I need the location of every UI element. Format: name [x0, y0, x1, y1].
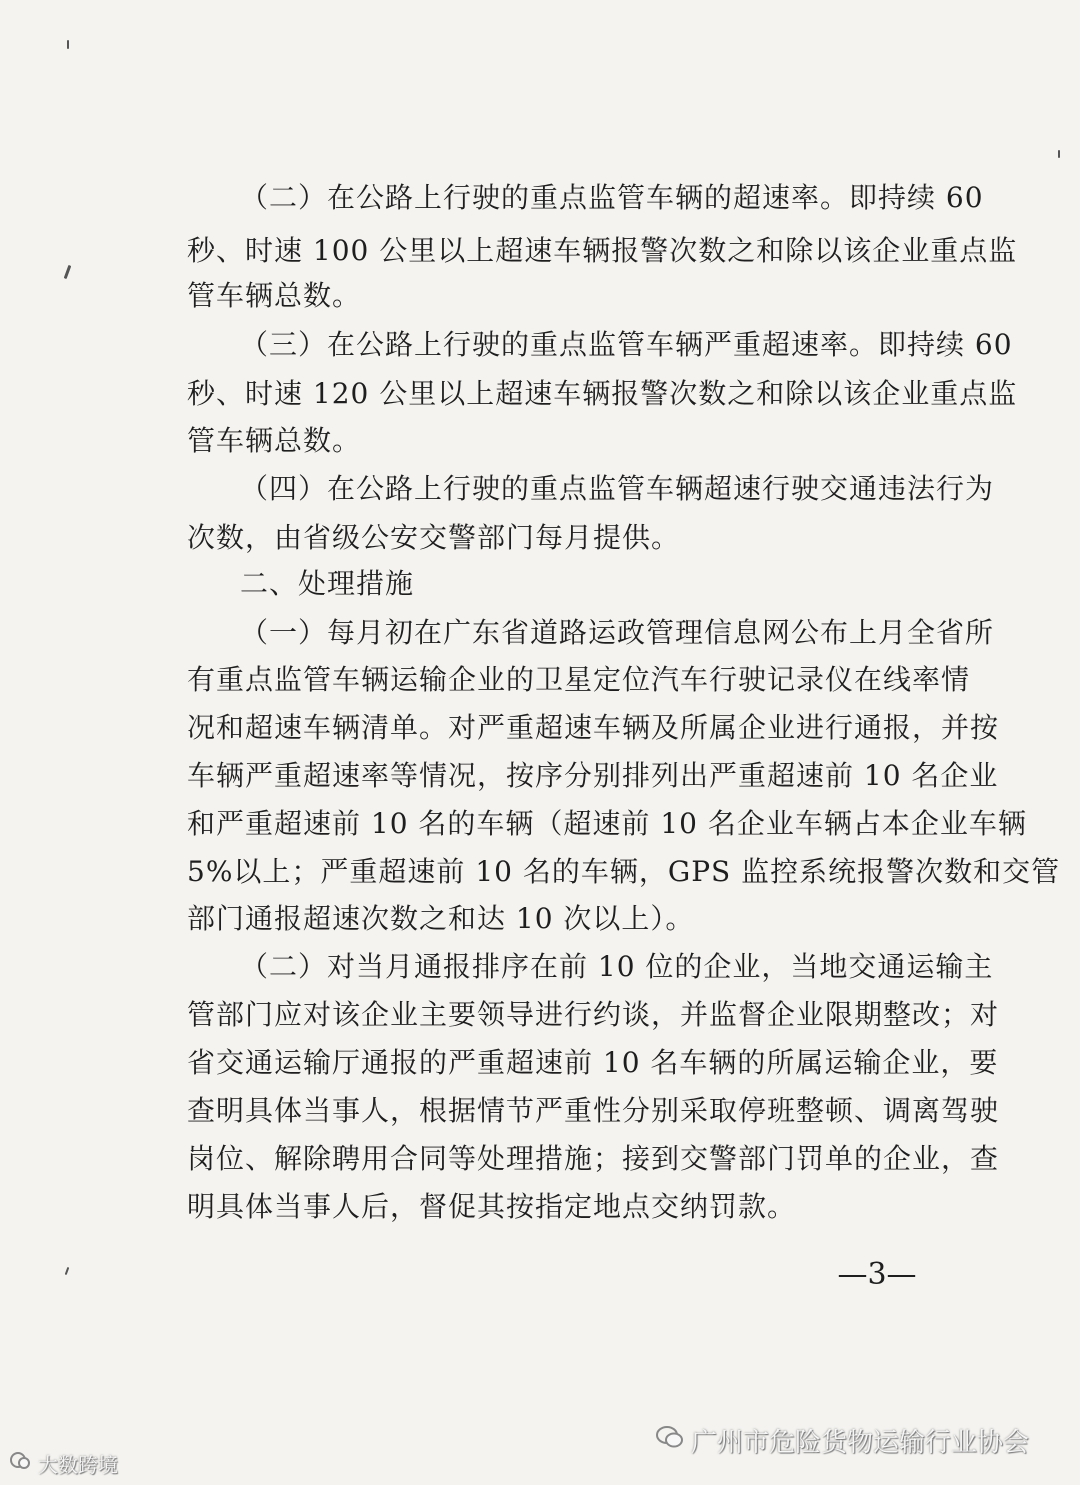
text-line: 车辆严重超速率等情况，按序分别排列出严重超速前 10 名企业: [187, 759, 999, 792]
watermark-right-text: 广州市危险货物运输行业协会: [691, 1427, 1030, 1458]
text-line: 次数，由省级公安交警部门每月提供。: [187, 521, 681, 554]
text-line: （二）对当月通报排序在前 10 位的企业，当地交通运输主: [240, 950, 994, 983]
text-line: 况和超速车辆清单。对严重超速车辆及所属企业进行通报，并按: [187, 711, 1000, 744]
text-line: 省交通运输厅通报的严重超速前 10 名车辆的所属运输企业，要: [187, 1046, 999, 1079]
text-line: 管车辆总数。: [187, 424, 362, 457]
scan-speck: [67, 40, 69, 49]
watermark-left: [8, 1448, 178, 1478]
chat-bubble-icon: [8, 1451, 32, 1476]
scan-speck: [65, 1267, 70, 1275]
scan-speck: [64, 265, 72, 279]
text-line: 部门通报超速次数之和达 10 次以上）。: [187, 902, 695, 935]
text-line: 管部门应对该企业主要领导进行约谈，并监督企业限期整改；对: [187, 998, 1000, 1031]
watermark-right: [655, 1420, 1055, 1460]
watermark-left-text: 大数跨境: [38, 1452, 118, 1477]
text-line: 管车辆总数。: [187, 279, 362, 312]
text-line: 岗位、解除聘用合同等处理措施；接到交警部门罚单的企业，查: [187, 1142, 1000, 1175]
text-line: （二）在公路上行驶的重点监管车辆的超速率。即持续 60: [240, 181, 984, 214]
text-line: 秒、时速 120 公里以上超速车辆报警次数之和除以该企业重点监: [187, 377, 1018, 410]
text-line: 和严重超速前 10 名的车辆（超速前 10 名企业车辆占本企业车辆: [187, 807, 1027, 840]
scan-speck: [1058, 150, 1060, 158]
section-heading: 二、处理措施: [240, 567, 415, 600]
page-number: —3—: [837, 1257, 917, 1292]
text-line: 秒、时速 100 公里以上超速车辆报警次数之和除以该企业重点监: [187, 234, 1018, 267]
text-line: 有重点监管车辆运输企业的卫星定位汽车行驶记录仪在线率情: [187, 663, 971, 696]
text-line: 查明具体当事人，根据情节严重性分别采取停班整顿、调离驾驶: [187, 1094, 1000, 1127]
wechat-icon: [655, 1424, 685, 1457]
text-line: （四）在公路上行驶的重点监管车辆超速行驶交通违法行为: [240, 472, 995, 505]
text-line: （三）在公路上行驶的重点监管车辆严重超速率。即持续 60: [240, 328, 1013, 361]
text-line: 5%以上；严重超速前 10 名的车辆，GPS 监控系统报警次数和交管: [187, 855, 1061, 888]
text-line: （一）每月初在广东省道路运政管理信息网公布上月全省所: [240, 616, 995, 649]
text-line: 明具体当事人后，督促其按指定地点交纳罚款。: [187, 1190, 797, 1223]
